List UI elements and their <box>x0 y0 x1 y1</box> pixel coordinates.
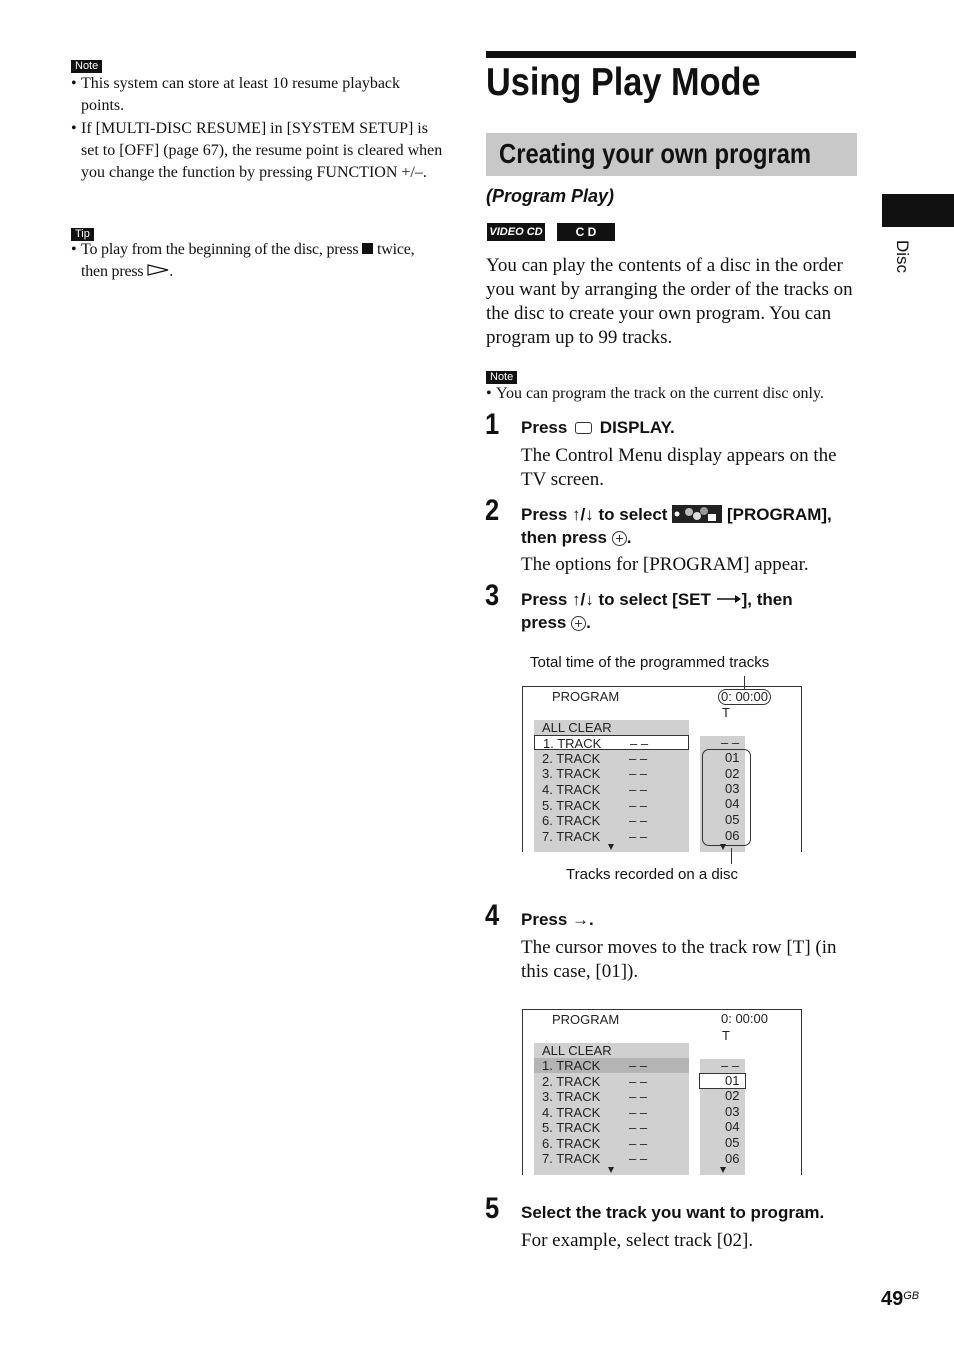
track-number[interactable]: 06 <box>725 828 740 843</box>
track-row[interactable]: 6. TRACK – – <box>542 813 648 828</box>
enter-icon <box>571 616 586 631</box>
enter-icon <box>612 531 627 546</box>
page-number: $49^{GB}$ <box>881 1288 920 1310</box>
track-number[interactable]: 03 <box>725 1104 740 1119</box>
section-header <box>486 133 857 176</box>
intro-paragraph: You can play the contents of a disc in the order you want by arranging the order of the tracks on the disc to create your own program. You can program up to 99 tracks. <box>486 255 853 348</box>
track-row[interactable]: 6. TRACK – – <box>542 1136 648 1151</box>
program-screen-1 <box>522 686 802 852</box>
note-item-right: • You can program the track on the current disc only. <box>486 385 824 402</box>
track-row-selected[interactable]: 1. TRACK – – <box>534 735 689 750</box>
step-number: 2 <box>485 494 500 527</box>
tip-label: Tip <box>71 224 94 242</box>
note-label-left: Note <box>71 56 102 74</box>
scroll-down-icon <box>608 844 614 850</box>
track-row[interactable]: 3. TRACK – – <box>542 766 648 781</box>
scroll-down-icon <box>720 844 726 850</box>
track-placeholder: – – <box>721 735 740 750</box>
section-title: Creating your own program <box>499 138 812 169</box>
step-body: The options for [PROGRAM] appear. <box>521 554 809 575</box>
scroll-down-icon <box>608 1167 614 1173</box>
subtitle: (Program Play) <box>486 186 615 206</box>
track-row-highlighted[interactable]: 1. TRACK – – <box>534 1058 689 1073</box>
step-body: The Control Menu display appears on the TV screen. <box>521 445 837 490</box>
t-label: T <box>722 705 730 720</box>
callout-total-time: Total time of the programmed tracks <box>530 654 770 671</box>
track-number[interactable]: 06 <box>725 1151 740 1166</box>
callout-line <box>731 848 732 864</box>
track-row[interactable]: 7. TRACK – – <box>542 1151 648 1166</box>
all-clear-item[interactable]: ALL CLEAR <box>542 1043 612 1058</box>
total-time: 0: 00:00 <box>721 1011 768 1026</box>
step-number: 1 <box>485 408 500 441</box>
track-number[interactable]: 01 <box>725 750 740 765</box>
track-row[interactable]: 7. TRACK – – <box>542 829 648 844</box>
title-rule <box>486 51 856 58</box>
page-title: Using Play Mode <box>486 61 761 104</box>
scroll-down-icon <box>720 1167 726 1173</box>
track-number[interactable]: 02 <box>725 766 740 781</box>
track-row[interactable]: 5. TRACK – – <box>542 1120 648 1135</box>
note-label-right: Note <box>486 367 517 385</box>
step-number: 4 <box>485 899 500 932</box>
display-icon <box>575 422 592 434</box>
step-title: Press ↑/↓ to select [PROGRAM], then press . <box>521 505 832 547</box>
side-tab-label: Disc <box>893 240 912 274</box>
track-row[interactable]: 4. TRACK – – <box>542 1105 648 1120</box>
total-time: 0: 00:00 <box>718 689 771 705</box>
track-row[interactable]: 5. TRACK – – <box>542 798 648 813</box>
track-number[interactable]: 05 <box>725 812 740 827</box>
step-number: 3 <box>485 579 500 612</box>
track-number[interactable]: 04 <box>725 1119 740 1134</box>
program-icon <box>672 505 722 523</box>
track-row[interactable]: 3. TRACK – – <box>542 1089 648 1104</box>
t-label: T <box>722 1028 730 1043</box>
track-number[interactable]: 04 <box>725 796 740 811</box>
step-body: The cursor moves to the track row [T] (in this case, [01]). <box>521 937 837 982</box>
stop-icon <box>362 243 373 254</box>
all-clear-item[interactable]: ALL CLEAR <box>542 720 612 735</box>
screen-header: PROGRAM <box>552 689 620 704</box>
track-row[interactable]: 4. TRACK – – <box>542 782 648 797</box>
play-icon <box>147 263 169 280</box>
track-placeholder: – – <box>721 1058 740 1073</box>
program-screen-2 <box>522 1009 802 1175</box>
videocd-badge: VIDEO CD <box>487 223 545 241</box>
arrow-right-icon <box>716 590 742 609</box>
step-title: Select the track you want to program. <box>521 1203 825 1222</box>
step-title: Press ↑/↓ to select [SET ], then press . <box>521 590 793 632</box>
step-title: Press →. <box>521 910 594 929</box>
cd-badge: C D <box>557 223 615 241</box>
side-tab-bar <box>882 194 954 227</box>
track-row[interactable]: 2. TRACK – – <box>542 751 648 766</box>
screen-header: PROGRAM <box>552 1012 620 1027</box>
track-number[interactable]: 05 <box>725 1135 740 1150</box>
note-item: • This system can store at least 10 resume playback points. <box>71 75 401 114</box>
callout-tracks: Tracks recorded on a disc <box>566 866 739 883</box>
track-number-selected[interactable]: 01 <box>725 1073 740 1088</box>
track-number[interactable]: 02 <box>725 1088 740 1103</box>
note-item: • If [MULTI-DISC RESUME] in [SYSTEM SETUP] is set to [OFF] (page 67), the resume point is cleared when you change the function by pressing FUNCTION +/–. <box>71 120 443 181</box>
track-row[interactable]: 2. TRACK – – <box>542 1074 648 1089</box>
track-number[interactable]: 03 <box>725 781 740 796</box>
tip-item: • To play from the beginning of the disc, press twice, then press . <box>71 241 415 280</box>
step-body: For example, select track [02]. <box>521 1230 754 1251</box>
step-number: 5 <box>485 1192 500 1225</box>
step-title: Press DISPLAY. <box>521 418 675 437</box>
